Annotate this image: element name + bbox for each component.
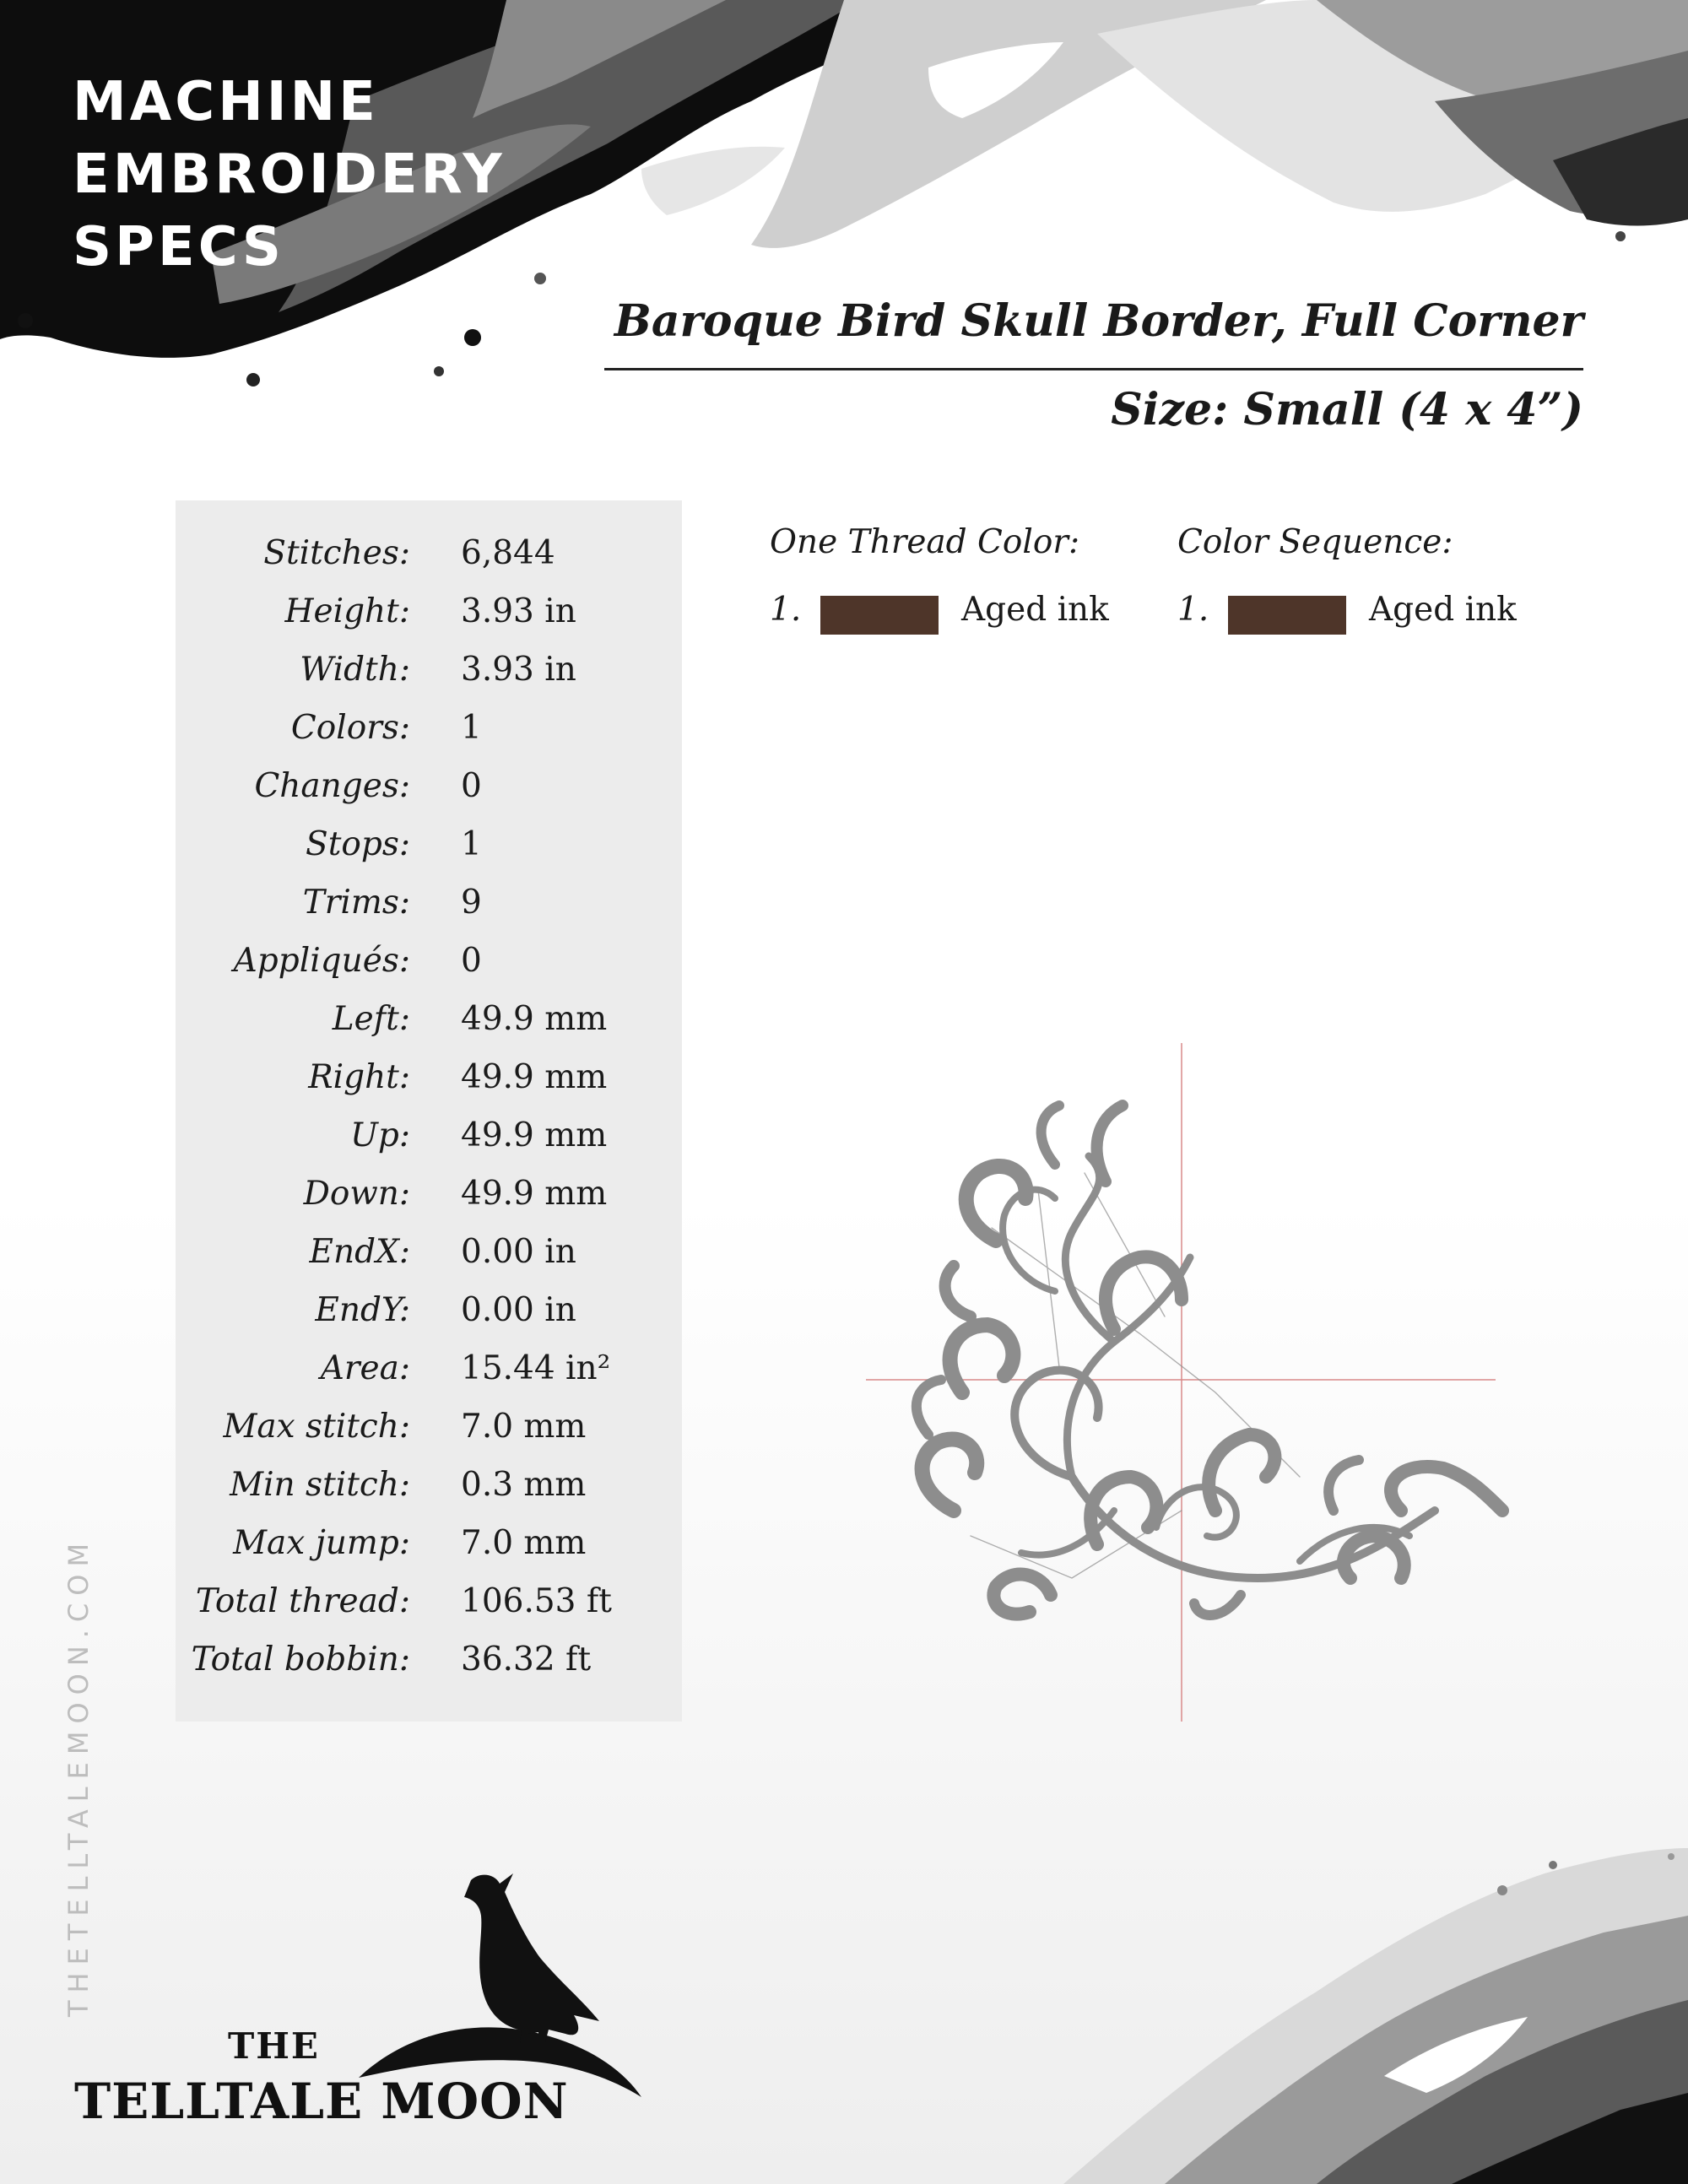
spec-value: 36.32 ft [461,1641,592,1679]
spec-label: Area: [320,1349,410,1387]
spec-label: Changes: [254,767,410,805]
logo-line-1: THE [228,2025,320,2067]
embroidery-design-preview [861,1038,1519,1730]
spec-label: Max stitch: [223,1408,410,1446]
spec-value: 106.53 ft [461,1582,612,1620]
spec-label: Right: [308,1058,410,1096]
spec-value: 0.00 in [461,1233,576,1271]
spec-row [176,1516,682,1571]
spec-value: 0 [461,942,482,980]
spec-row [176,1341,682,1397]
spec-value: 3.93 in [461,592,576,630]
title-line: MACHINE [73,71,379,133]
embroidery-stitches [917,1106,1502,1615]
spec-row [176,1050,682,1106]
design-size: Size: Small (4 x 4”) [1111,384,1583,435]
spec-row [176,1108,682,1164]
spec-row [176,700,682,756]
spec-row [176,584,682,640]
spec-value: 0 [461,767,482,805]
spec-label: Total bobbin: [191,1641,410,1679]
spec-label: Trims: [302,884,410,922]
thread-name: Aged ink [961,591,1109,629]
spec-row [176,1399,682,1455]
spec-value: 49.9 mm [461,1175,608,1213]
spec-row [176,933,682,989]
spec-value: 15.44 in² [461,1349,611,1387]
spec-value: 49.9 mm [461,1116,608,1154]
spec-value: 7.0 mm [461,1408,587,1446]
color-swatch [1228,596,1346,635]
spec-value: 9 [461,884,482,922]
website-url: THETELLTALEMOON.COM [62,1535,95,2017]
spec-value: 49.9 mm [461,1000,608,1038]
thread-color-list [770,523,1141,629]
spec-value: 1 [461,825,482,863]
spec-label: Min stitch: [230,1466,410,1504]
color-sequence-heading: Color Sequence: [1177,523,1453,561]
page-title [73,66,506,284]
thread-color-heading: One Thread Color: [770,523,1080,561]
spec-label: EndX: [309,1233,410,1271]
thread-name: Aged ink [1369,591,1517,629]
spec-row [176,1283,682,1338]
spec-label: Max jump: [233,1524,410,1562]
spec-row [176,1632,682,1688]
spec-label: Appliqués: [233,942,410,980]
title-line: EMBROIDERY [73,143,506,206]
spec-label: Colors: [290,709,410,747]
brand-logo [68,1865,709,2143]
color-swatch [820,596,939,635]
color-sequence-list [1177,523,1549,629]
spec-label: Down: [303,1175,410,1213]
header-divider [604,368,1583,370]
spec-label: Height: [284,592,410,630]
spec-row [176,1166,682,1222]
spec-row [176,642,682,698]
spec-row [176,992,682,1047]
spec-label: Width: [300,651,410,689]
spec-row [176,1224,682,1280]
spec-value: 6,844 [461,534,555,572]
thread-number: 1. [770,591,802,629]
spec-label: EndY: [315,1291,410,1329]
spec-row [176,1574,682,1630]
spec-label: Left: [332,1000,410,1038]
spec-row [176,759,682,814]
spec-value: 1 [461,709,482,747]
specs-panel [176,500,682,1722]
spec-value: 7.0 mm [461,1524,587,1562]
logo-line-2: TELLTALE MOON [74,2073,569,2130]
spec-value: 3.93 in [461,651,576,689]
spec-label: Stitches: [263,534,410,572]
spec-label: Up: [350,1116,410,1154]
spec-label: Total thread: [195,1582,410,1620]
spec-value: 49.9 mm [461,1058,608,1096]
title-line: SPECS [73,216,284,278]
design-name: Baroque Bird Skull Border, Full Corner [614,295,1583,347]
spec-row [176,526,682,581]
sequence-number: 1. [1177,591,1209,629]
spec-row [176,817,682,873]
spec-value: 0.00 in [461,1291,576,1329]
spec-row [176,1457,682,1513]
spec-value: 0.3 mm [461,1466,587,1504]
spec-row [176,875,682,931]
spec-label: Stops: [306,825,410,863]
